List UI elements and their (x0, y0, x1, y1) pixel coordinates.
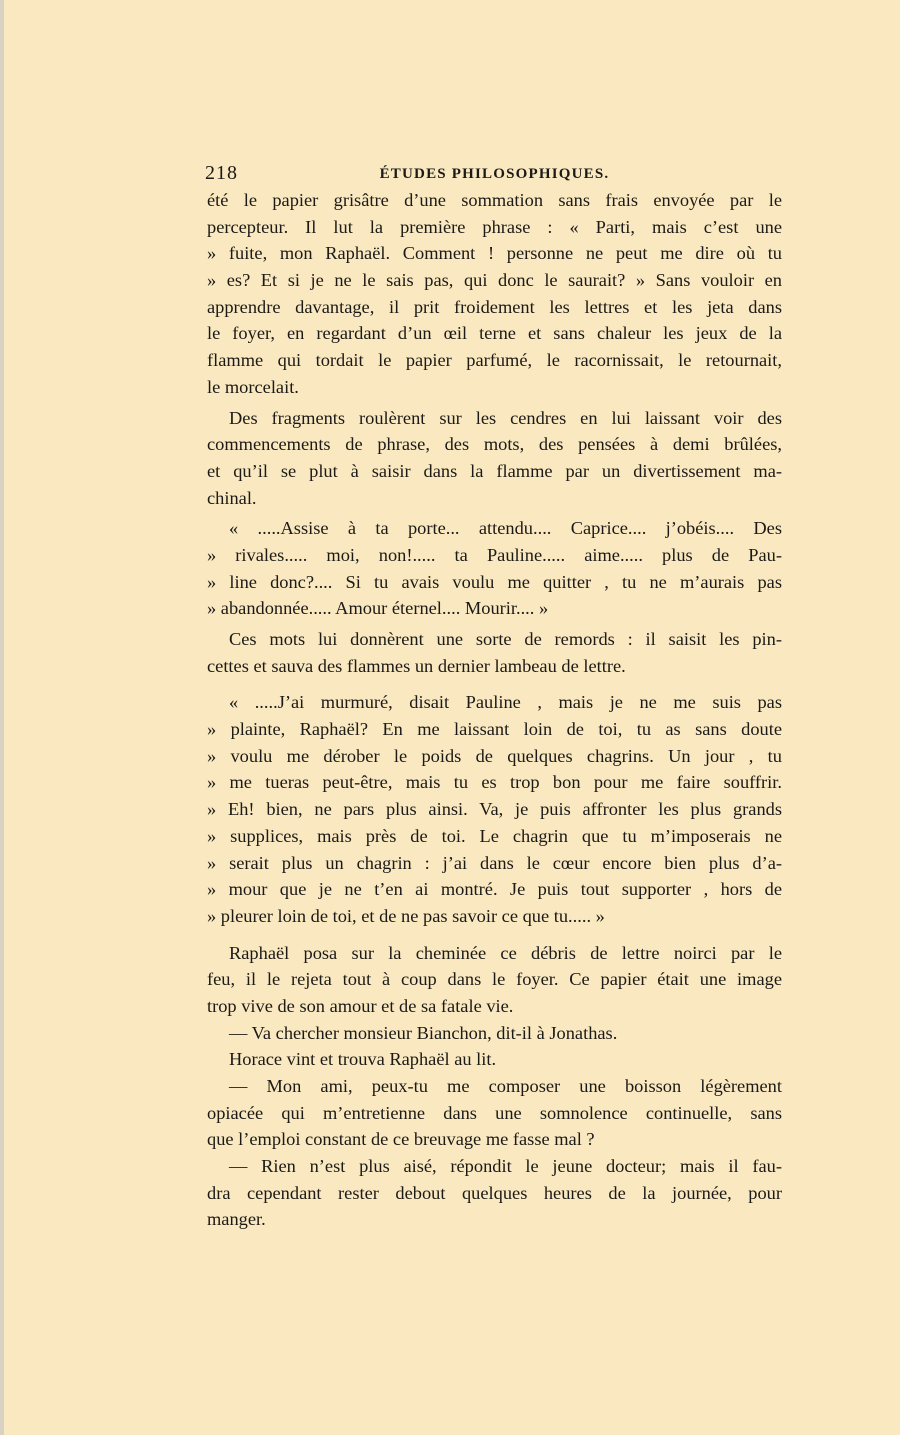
text-line: et qu’il se plut à saisir dans la flamme par un divertissement ma- (207, 460, 782, 481)
text-line: — Rien n’est plus aisé, répondit le jeune docteur; mais il fau- (229, 1156, 782, 1177)
text-line: Ces mots lui donnèrent une sorte de remords : il saisit les pin- (229, 629, 782, 649)
dialogue-line (207, 1020, 782, 1047)
text-line: cettes et sauva des flammes un dernier lambeau de lettre. (207, 655, 626, 676)
paragraph (207, 1046, 782, 1073)
text-line: chinal. (207, 487, 257, 508)
book-page (207, 159, 782, 1233)
dialogue-line (207, 1073, 782, 1153)
text-line: » es? Et si je ne le sais pas, qui donc le saurait? » Sans vouloir en (207, 270, 782, 291)
text-line: » Eh! bien, ne pars plus ainsi. Va, je puis affronter les plus grands (207, 799, 782, 820)
text-line: manger. (207, 1209, 266, 1230)
paragraph (207, 940, 782, 1020)
text-line: Raphaël posa sur la cheminée ce débris de lettre noirci par le (229, 942, 782, 963)
letter-fragment (207, 515, 782, 622)
text-line: » mour que je ne t’en ai montré. Je puis tout supporter , hors de (207, 879, 782, 900)
page-number: 218 (205, 162, 238, 184)
text-line: » plainte, Raphaël? En me laissant loin de toi, tu as sans doute (207, 719, 782, 740)
text-line: Des fragments roulèrent sur les cendres en lui laissant voir des (229, 407, 782, 428)
dialogue-line (207, 1153, 782, 1233)
text-line: — Va chercher monsieur Bianchon, dit-il à Jonathas. (229, 1022, 618, 1043)
text-line: dra cependant rester debout quelques heures de la journée, pour (207, 1182, 782, 1203)
text-line: » pleurer loin de toi, et de ne pas savoir ce que tu..... » (207, 905, 605, 926)
scan-edge (0, 0, 4, 1435)
text-line: « .....J’ai murmuré, disait Pauline , mais je ne me suis pas (229, 692, 782, 713)
text-line: » me tueras peut-être, mais tu es trop bon pour me faire souffrir. (207, 772, 782, 793)
running-head (207, 159, 782, 187)
text-line: » serait plus un chagrin : j’ai dans le cœur encore bien plus d’a- (207, 852, 782, 873)
text-line: — Mon ami, peux-tu me composer une boisson légèrement (229, 1076, 782, 1096)
text-line: été le papier grisâtre d’une sommation sans frais envoyée par le (207, 190, 782, 210)
text-line: que l’emploi constant de ce breuvage me fasse mal ? (207, 1129, 595, 1150)
text-line: » line donc?.... Si tu avais voulu me quitter , tu ne m’aurais pas (207, 571, 782, 592)
paragraph (207, 187, 782, 401)
text-line: opiacée qui m’entretienne dans une somnolence continuelle, sans (207, 1102, 782, 1123)
text-line: Horace vint et trouva Raphaël au lit. (229, 1049, 497, 1070)
text-line: « .....Assise à ta porte... attendu.... Caprice.... j’obéis.... Des (229, 518, 782, 539)
text-line: le foyer, en regardant d’un œil terne et sans chaleur les jeux de la (207, 323, 782, 344)
paragraph (207, 405, 782, 512)
text-line: flamme qui tordait le papier parfumé, le racornissait, le retournait, (207, 350, 782, 371)
paragraph (207, 626, 782, 679)
text-line: » rivales..... moi, non!..... ta Pauline..... aime..... plus de Pau- (207, 544, 782, 565)
text-line: » fuite, mon Raphaël. Comment ! personne ne peut me dire où tu (207, 243, 782, 264)
text-line: » voulu me dérober le poids de quelques chagrins. Un jour , tu (207, 745, 782, 766)
text-line: » supplices, mais près de toi. Le chagrin que tu m’imposerais ne (207, 825, 782, 846)
text-line: apprendre davantage, il prit froidement les lettres et les jeta dans (207, 296, 782, 317)
text-line: feu, il le rejeta tout à coup dans le foyer. Ce papier était une image (207, 969, 782, 990)
letter-fragment (207, 689, 782, 929)
text-line: » abandonnée..... Amour éternel.... Mourir.... » (207, 598, 549, 619)
text-line: le morcelait. (207, 376, 299, 397)
running-title: ÉTUDES PHILOSOPHIQUES. (379, 166, 610, 182)
text-line: commencements de phrase, des mots, des pensées à demi brûlées, (207, 434, 782, 455)
text-line: percepteur. Il lut la première phrase : « Parti, mais c’est une (207, 216, 782, 237)
text-line: trop vive de son amour et de sa fatale vie. (207, 995, 514, 1016)
